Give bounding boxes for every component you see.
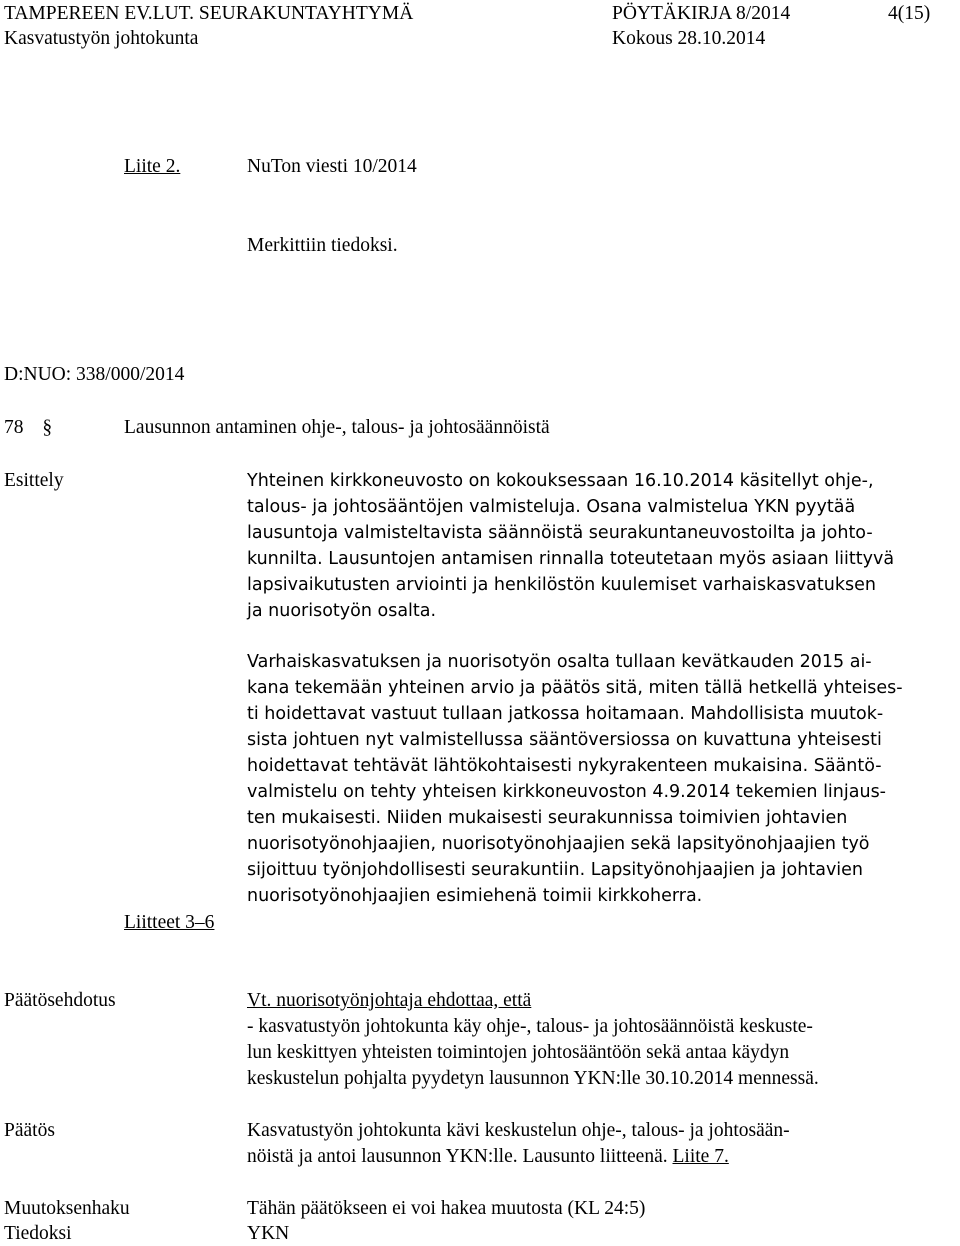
attachment-title: NuTon viesti 10/2014 (247, 156, 417, 177)
esittely-paragraph-1: Yhteinen kirkkoneuvosto on kokouksessaan 16.10.2014 käsitellyt ohje-, talous- ja johtosääntöjen valmisteluja. Osana valmistelua YKN pyytää lausuntoja valmisteltavista säännöistä seurakuntaneuvostoilta ja johto- kunnilta. Lausuntojen antamisen rinnalla toteutetaan myös asiaan liittyvä lapsivaikutusten arviointi ja henkilöstön kuulemiset varhaiskasvatuksen ja nuorisotyön osalta. (247, 471, 895, 621)
proposal-line-2: lun keskittyen yhteisten toimintojen johtosääntöön sekä antaa käydyn (247, 1042, 790, 1063)
paatosehdotus-label: Päätösehdotus (4, 990, 116, 1011)
appeal-text: Tähän päätökseen ei voi hakea muutosta (KL 24:5) (247, 1198, 646, 1219)
section-sign: § (42, 417, 53, 438)
attachments-link[interactable]: Liitteet 3–6 (124, 912, 215, 933)
proposal-line-3: keskustelun pohjalta pyydetyn lausunnon YKN:lle 30.10.2014 mennessä. (247, 1068, 819, 1089)
header-page-number: 4(15) (888, 3, 931, 24)
decision-line-2: nöistä ja antoi lausunnon YKN:lle. Lausunto liitteenä. Liite 7. (247, 1146, 729, 1167)
header-meeting: Kokous 28.10.2014 (612, 28, 766, 49)
item-title: Lausunnon antaminen ohje-, talous- ja johtosäännöistä (124, 417, 550, 438)
muutoksenhaku-label: Muutoksenhaku (4, 1198, 130, 1219)
registry-number: D:NUO: 338/000/2014 (4, 364, 185, 385)
attachment-note: Merkittiin tiedoksi. (247, 235, 398, 256)
attachment-label-link[interactable]: Liite 2. (124, 156, 181, 177)
esittely-label: Esittely (4, 470, 64, 491)
header-org: TAMPEREEN EV.LUT. SEURAKUNTAYHTYMÄ (4, 3, 414, 24)
header-committee: Kasvatustyön johtokunta (4, 28, 199, 49)
proposal-line-1: - kasvatustyön johtokunta käy ohje-, talous- ja johtosäännöistä keskuste- (247, 1016, 813, 1037)
tiedoksi-label: Tiedoksi (4, 1223, 72, 1244)
item-number: 78 § (4, 417, 53, 438)
header-doc-number: PÖYTÄKIRJA 8/2014 (612, 3, 791, 24)
paatos-label: Päätös (4, 1120, 55, 1141)
tiedoksi-recipient: YKN (247, 1223, 290, 1244)
esittely-paragraph-2: Varhaiskasvatuksen ja nuorisotyön osalta tullaan kevätkauden 2015 ai- kana tekemään yhteinen arvio ja päätös sitä, miten tällä hetkellä yhteises- ti hoidettavat vastuut tullaan jatkossa hoitamaan. Mahdollisista muutok- sista johtuen nyt valmistellussa sääntöversiossa on kuvattuna yhteisesti hoidettavat tehtävät lähtökohtaisesti nykyrakenteen mukaisina. Sääntö- valmistelu on tehty yhteisen kirkkoneuvoston 4.9.2014 tekemien linjaus- ten mukaisesti. Niiden mukaisesti seurakunnissa toimivien johtavien nuorisotyönohjaajien, nuorisotyönohjaajien sekä lapsityönohjaajien työ sijoittuu työnjohdollisesti seurakuntiin. Lapsityönohjaajien ja johtavien nuorisotyönohjaajien esimiehenä toimii kirkkoherra. (247, 652, 903, 906)
proposer-line: Vt. nuorisotyönjohtaja ehdottaa, että (247, 990, 532, 1011)
decision-line-1: Kasvatustyön johtokunta kävi keskustelun ohje-, talous- ja johtosään- (247, 1120, 790, 1141)
attachment-7-link[interactable]: Liite 7. (672, 1146, 729, 1167)
